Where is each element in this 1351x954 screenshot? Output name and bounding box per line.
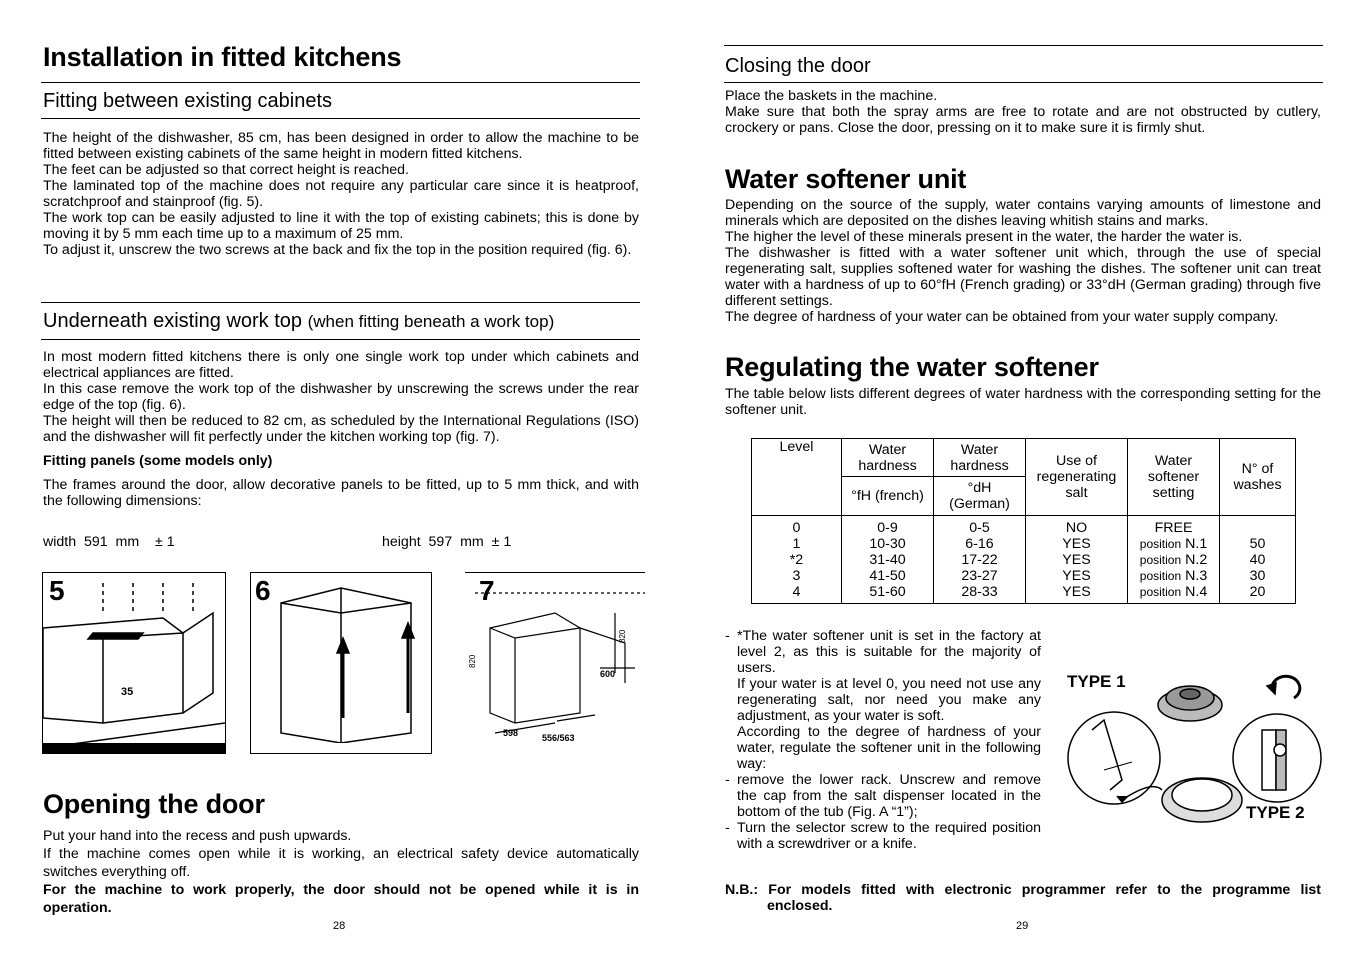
paragraph: If your water is at level 0, you need not use any regenerating salt, nor need you make any adjustment, as your water is soft. — [737, 676, 1041, 724]
section-heading — [43, 310, 554, 333]
figure-7-dimension: 556/563 — [542, 733, 575, 743]
header-washes: N° of washes — [1220, 439, 1296, 516]
figure-7-dimension: 820 — [618, 629, 627, 643]
setting-row — [1131, 536, 1216, 552]
setting-free: FREE — [1154, 519, 1193, 536]
setting-row — [1131, 552, 1216, 568]
setting-row — [1131, 584, 1216, 600]
divider — [724, 82, 1323, 83]
note-dash: - — [725, 772, 730, 788]
paragraph: The higher the level of these minerals present in the water, the harder the water is. — [725, 229, 1243, 245]
figure-5 — [42, 572, 226, 754]
subheading: Fitting panels (some models only) — [43, 453, 273, 469]
header-setting: Water softener setting — [1128, 439, 1220, 516]
position-word: position — [1139, 552, 1182, 567]
cell-fh: 0-9 10-30 31-40 41-50 51-60 — [842, 516, 934, 604]
paragraph: The frames around the door, allow decorative panels to be fitted, up to 5 mm thick, and with the following dimensions: — [43, 477, 639, 509]
softener-title: Water softener unit — [725, 164, 967, 194]
paragraph: In most modern fitted kitchens there is only one single work top under which cabinets and electrical appliances are fitted. — [43, 349, 639, 381]
header-water-hardness: Water hardness — [842, 439, 934, 477]
position-value: N.3 — [1185, 567, 1208, 584]
paragraph: The height of the dishwasher, 85 cm, has been designed in order to allow the machine to be fitted between existing cabinets of the same height in modern fitted kitchens. — [43, 130, 639, 162]
section-heading-sub: (when fitting beneath a work top) — [307, 312, 555, 331]
opening-body — [43, 827, 639, 917]
opening-title: Opening the door — [43, 789, 265, 819]
cell-dh: 0-5 6-16 17-22 23-27 28-33 — [934, 516, 1026, 604]
softener-illustration — [1062, 650, 1324, 850]
paragraph: Put your hand into the recess and push upwards. — [43, 828, 352, 844]
softener-body — [725, 197, 1321, 325]
figure-7 — [465, 572, 645, 753]
cell-levels: 0 1 *2 3 4 — [752, 516, 842, 604]
paragraph: If the machine comes open while it is working, an electrical safety device automatically switches everything off. — [43, 846, 639, 880]
note-item — [725, 820, 1041, 852]
regulating-intro: The table below lists different degrees of water hardness with the corresponding setting for the softener unit. — [725, 386, 1321, 418]
figure-5-drawing — [43, 573, 225, 753]
paragraph: According to the degree of hardness of your water, regulate the softener unit in the following way: — [737, 724, 1041, 772]
figure-7-dimension: 600 — [600, 669, 616, 679]
position-word: position — [1139, 568, 1182, 583]
nb-text: N.B.: For models fitted with electronic programmer refer to the programme list enclosed. — [725, 882, 1321, 914]
divider — [41, 339, 640, 340]
note-dash: - — [725, 820, 730, 836]
paragraph: In this case remove the work top of the dishwasher by unscrewing the screws under the rear edge of the top (fig. 6). — [43, 381, 639, 413]
figure-7-dimension: 598 — [503, 728, 519, 738]
section-heading: Fitting between existing cabinets — [43, 90, 333, 112]
paragraph: Depending on the source of the supply, water contains varying amounts of limestone and minerals which are deposited on the dishes leaving whitish stains and marks. — [725, 197, 1321, 229]
divider — [41, 118, 640, 119]
hardness-table — [751, 438, 1296, 604]
type-2-label: TYPE 2 — [1246, 803, 1305, 822]
position-value: N.4 — [1185, 583, 1208, 600]
figure-7-dimension: 820 — [468, 654, 477, 668]
cell-setting — [1128, 516, 1220, 604]
position-value: N.2 — [1185, 551, 1208, 568]
figure-5-dimension: 35 — [121, 686, 134, 698]
position-word: position — [1139, 584, 1182, 599]
divider — [41, 302, 640, 303]
figure-6-drawing — [251, 573, 431, 753]
paragraph: To adjust it, unscrew the two screws at the back and fix the top in the position required (fig. 6). — [43, 242, 632, 258]
position-value: N.1 — [1185, 535, 1208, 552]
figure-number: 5 — [49, 575, 65, 606]
note-item — [725, 628, 1041, 772]
figure-number: 7 — [479, 575, 495, 606]
notes-list — [725, 628, 1041, 852]
section-heading: Closing the door — [725, 55, 871, 77]
paragraph: The work top can be easily adjusted to line it with the top of existing cabinets; this is done by moving it by 5 mm each time up to a maximum of 25 mm. — [43, 210, 639, 242]
page-number: 28 — [333, 920, 346, 932]
warning-paragraph: For the machine to work properly, the door should not be opened while it is in operation. — [43, 882, 639, 916]
nb-note — [725, 882, 1321, 914]
height-dimension: height 597 mm ± 1 — [382, 534, 512, 550]
note-item — [725, 772, 1041, 820]
cell-salt: NO YES YES YES YES — [1026, 516, 1128, 604]
paragraph: Place the baskets in the machine. — [725, 88, 938, 104]
figure-number: 6 — [255, 575, 271, 606]
page-number: 29 — [1016, 920, 1029, 932]
paragraph: *The water softener unit is set in the factory at level 2, as this is suitable for the majority of users. — [737, 628, 1041, 676]
page-title: Installation in fitted kitchens — [43, 42, 402, 72]
paragraph: The feet can be adjusted so that correct height is reached. — [43, 162, 409, 178]
paragraph: The laminated top of the machine does not require any particular care since it is heatproof, scratchproof and stainproof (fig. 5). — [43, 178, 639, 210]
paragraph: Turn the selector screw to the required position with a screwdriver or a knife. — [737, 820, 1041, 852]
header-water-hardness: Water hardness — [934, 439, 1026, 477]
divider — [724, 45, 1323, 46]
header-fh: °fH (french) — [842, 477, 934, 516]
header-dh: °dH (German) — [934, 477, 1026, 516]
setting-row — [1131, 568, 1216, 584]
regulating-title: Regulating the water softener — [725, 352, 1099, 382]
paragraph: The degree of hardness of your water can be obtained from your water supply company. — [725, 309, 1279, 325]
divider — [41, 82, 640, 83]
width-dimension: width 591 mm ± 1 — [43, 534, 175, 550]
paragraph: The height will then be reduced to 82 cm, as scheduled by the International Regulations (ISO) and the dishwasher will fit perfectly under the kitchen working top (fig. 7). — [43, 413, 639, 445]
paragraph: Make sure that both the spray arms are free to rotate and are not obstructed by cutlery, crockery or pans. Close the door, pressing on it to make sure it is firmly shut. — [725, 104, 1321, 136]
paragraph: The dishwasher is fitted with a water softener unit which, through the use of special regenerating salt, supplies softened water for washing the dishes. The softener unit can treat water with a hardness of up to 60°fH (French grading) or 33°dH (German grading) through five different settings. — [725, 245, 1321, 309]
header-salt: Use of regenerating salt — [1026, 439, 1128, 516]
paragraph: remove the lower rack. Unscrew and remove the cap from the salt dispenser located in the bottom of the tub (Fig. A “1”); — [737, 772, 1041, 820]
section-body — [43, 349, 639, 509]
note-dash: - — [725, 628, 730, 644]
closing-body — [725, 88, 1321, 136]
type-1-label: TYPE 1 — [1067, 672, 1126, 691]
position-word: position — [1139, 536, 1182, 551]
figure-6 — [250, 572, 432, 754]
section-body — [43, 130, 639, 258]
header-level: Level — [752, 439, 842, 516]
cell-washes: 50 40 30 20 — [1220, 516, 1296, 604]
section-heading-main: Underneath existing work top — [43, 310, 303, 332]
